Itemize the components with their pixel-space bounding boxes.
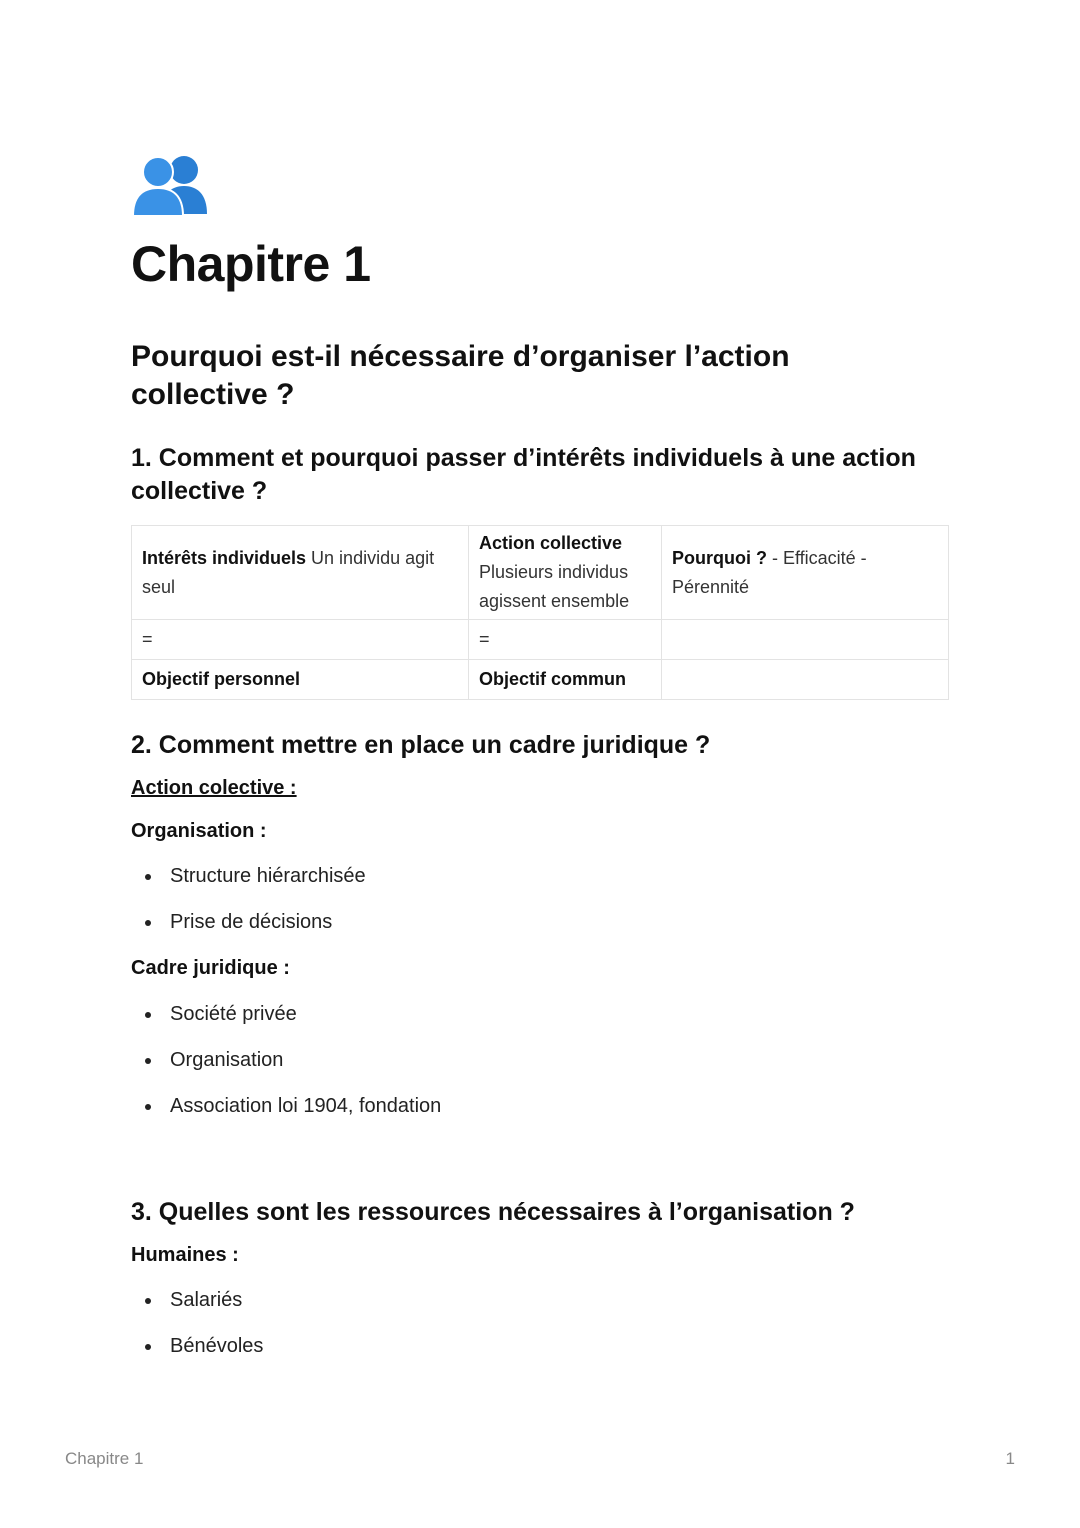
list-item: Bénévoles xyxy=(131,1333,263,1379)
table-cell xyxy=(662,620,949,660)
comparison-table xyxy=(131,525,949,700)
cadre-juridique-label: Cadre juridique : xyxy=(131,957,290,979)
cell-text: Plusieurs individus agissent ensemble xyxy=(479,562,630,611)
cell-bold-text: Objectif commun xyxy=(479,669,627,689)
table-cell xyxy=(469,660,662,700)
table-row xyxy=(132,660,949,700)
cell-bold-text: Action collective xyxy=(479,533,623,553)
table-cell xyxy=(662,660,949,700)
page-number: 1 xyxy=(1005,1449,1015,1468)
page-icon xyxy=(131,148,211,220)
list-item: Organisation xyxy=(131,1047,441,1093)
page-title: Chapitre 1 xyxy=(131,236,371,292)
table-cell: = xyxy=(132,620,469,660)
cell-bold-text: Intérêts individuels xyxy=(142,547,307,568)
section1-heading: 1. Comment et pourquoi passer d’intérêts individuels à une action collective ? xyxy=(131,444,916,505)
cell-text: Un individu agit seul xyxy=(142,547,435,597)
footer-title: Chapitre 1 xyxy=(65,1449,144,1468)
action-collective-label: Action colective : xyxy=(131,777,297,799)
table-cell xyxy=(662,526,949,620)
cell-bold-text: Pourquoi ? xyxy=(672,547,767,568)
organisation-label: Organisation : xyxy=(131,820,267,842)
list-item: Prise de décisions xyxy=(131,909,366,955)
organisation-list xyxy=(131,863,366,955)
list-item: Structure hiérarchisée xyxy=(131,863,366,909)
table-cell: = xyxy=(469,620,662,660)
people-silhouette-icon xyxy=(131,148,211,220)
list-item: Association loi 1904, fondation xyxy=(131,1093,441,1139)
list-item: Société privée xyxy=(131,1001,441,1047)
section3-heading: 3. Quelles sont les ressources nécessaires à l’organisation ? xyxy=(131,1198,855,1226)
table-cell xyxy=(469,526,662,620)
table-row xyxy=(132,526,949,620)
table-row xyxy=(132,620,949,660)
cell-text: - Efficacité - Pérennité xyxy=(672,547,867,597)
humaines-list xyxy=(131,1287,263,1379)
list-item: Salariés xyxy=(131,1287,263,1333)
table-cell xyxy=(132,660,469,700)
humaines-label: Humaines : xyxy=(131,1244,239,1266)
main-heading: Pourquoi est-il nécessaire d’organiser l’action collective ? xyxy=(131,340,790,411)
cell-bold-text: Objectif personnel xyxy=(142,669,301,689)
section2-heading: 2. Comment mettre en place un cadre juridique ? xyxy=(131,731,711,759)
table-cell xyxy=(132,526,469,620)
cadre-juridique-list xyxy=(131,1001,441,1139)
